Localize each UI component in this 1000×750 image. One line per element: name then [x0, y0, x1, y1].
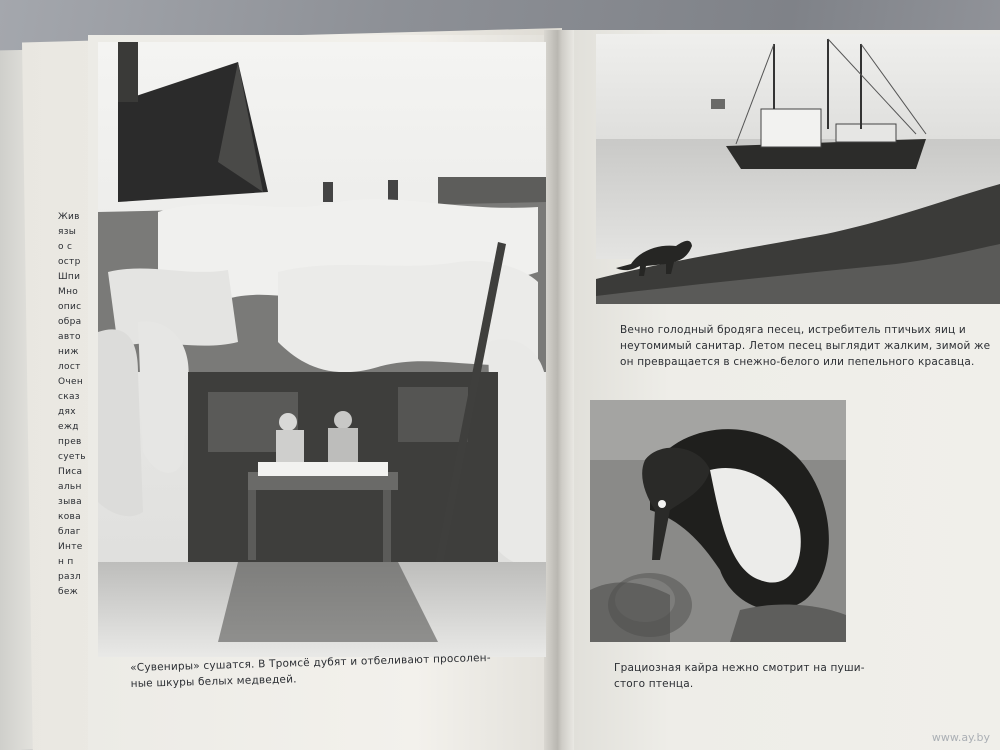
- edge-text-line: дях: [58, 407, 76, 417]
- edge-text-line: Шпи: [58, 272, 81, 282]
- edge-text-line: о с: [58, 242, 73, 252]
- left-edge-text: [58, 210, 90, 597]
- edge-text-line: авто: [58, 332, 81, 342]
- edge-text-line: беж: [58, 587, 79, 597]
- caption-line: стого птенца.: [614, 678, 694, 690]
- edge-text-line: язы: [58, 227, 77, 237]
- caption-line: он превращается в снежно-белого или пепельного красавца.: [620, 356, 975, 368]
- edge-text-line: Писа: [58, 467, 83, 477]
- edge-text-line: кова: [58, 512, 81, 522]
- edge-text-line: разл: [58, 572, 81, 582]
- photo-bear-skins: [98, 42, 546, 657]
- edge-text-line: прев: [58, 437, 82, 447]
- edge-text-line: Жив: [58, 212, 80, 222]
- edge-text-line: лост: [58, 362, 81, 372]
- caption-guillemot: [614, 660, 894, 692]
- caption-arctic-fox: [620, 322, 991, 370]
- caption-line: Грациозная кайра нежно смотрит на пуши-: [614, 662, 865, 674]
- edge-text-line: обра: [58, 317, 82, 327]
- edge-text-line: сказ: [58, 392, 80, 402]
- edge-text-line: благ: [58, 527, 81, 537]
- edge-text-line: Инте: [58, 542, 83, 552]
- caption-line: Вечно голодный бродяга песец, истребитель птичьих яиц и: [620, 324, 966, 336]
- photo-ship-and-fox: [596, 34, 1000, 304]
- caption-line: «Сувениры» сушатся. В Тромсё дубят и отбеливают просолен-: [130, 651, 491, 674]
- watermark: www.ay.by: [931, 731, 990, 744]
- edge-text-line: ежд: [58, 422, 79, 432]
- photo-guillemot: [590, 400, 846, 642]
- edge-text-line: ниж: [58, 347, 79, 357]
- edge-text-line: остр: [58, 257, 81, 267]
- edge-text-line: Очен: [58, 377, 84, 387]
- caption-line: ные шкуры белых медведей.: [130, 673, 297, 690]
- edge-text-line: опис: [58, 302, 82, 312]
- edge-text-line: Мно: [58, 287, 79, 297]
- edge-text-line: н п: [58, 557, 74, 567]
- edge-text-line: альн: [58, 482, 82, 492]
- caption-line: неутомимый санитар. Летом песец выглядит жалким, зимой же: [620, 340, 991, 352]
- edge-text-line: суеть: [58, 452, 86, 462]
- book-gutter: [544, 30, 574, 750]
- edge-text-line: зыва: [58, 497, 82, 507]
